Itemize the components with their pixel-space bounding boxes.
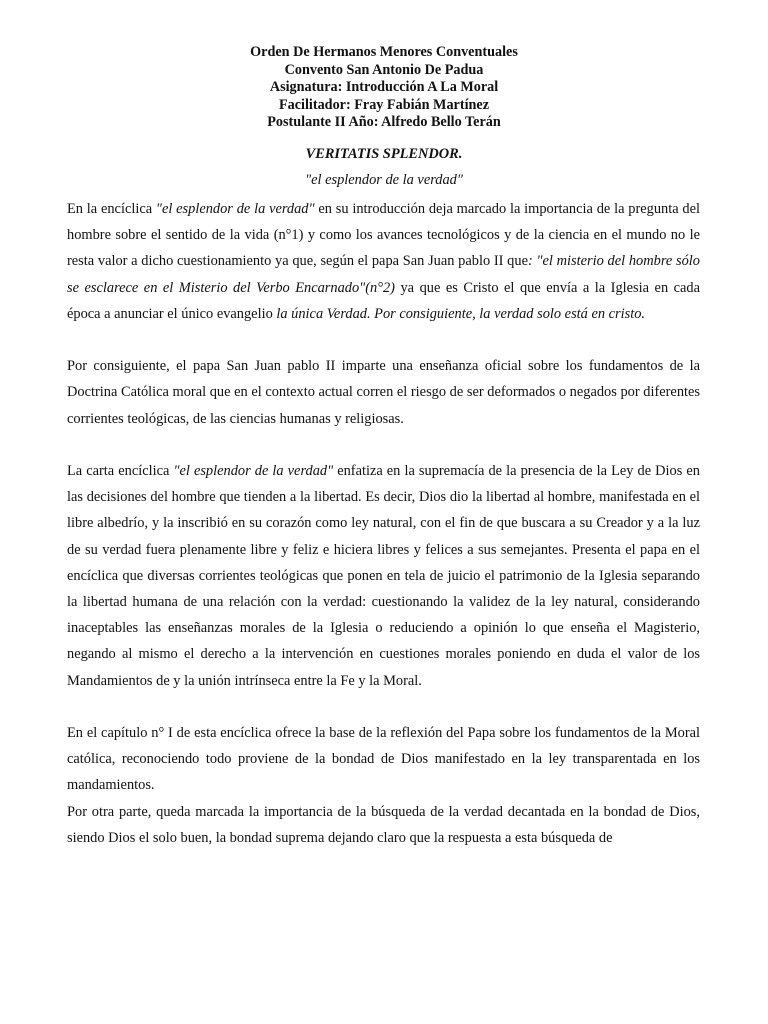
p1-text-a: En la encíclica xyxy=(67,201,156,217)
document-header xyxy=(0,44,768,132)
header-order: Orden De Hermanos Menores Conventuales xyxy=(250,44,518,60)
header-convent: Convento San Antonio De Padua xyxy=(284,61,484,78)
document-body xyxy=(67,196,700,851)
paragraph-5: Por otra parte, queda marcada la importancia de la búsqueda de la verdad decantada en la bondad de Dios, siendo Dios el solo buen, la bondad suprema dejando claro que la respuesta a esta búsqueda de xyxy=(67,803,700,846)
p1-text-e: ya que es Cristo el que envía a la Iglesia en cada época a anunciar el único evangelio xyxy=(67,279,701,322)
p1-conclusion: la única Verdad. Por consiguiente, la verdad solo está en cristo. xyxy=(276,305,646,322)
paragraph-2: Por consiguiente, el papa San Juan pablo II imparte una enseñanza oficial sobre los fundamentos de la Doctrina Católica moral que en el contexto actual corren el riesgo de ser deformados o negados por diferentes corrientes teológicas, de las ciencias humanas y religiosas. xyxy=(67,358,700,427)
p1-quote: "el esplendor de la verdad" xyxy=(155,201,315,217)
header-facilitator: Facilitador: Fray Fabián Martínez xyxy=(278,96,489,113)
header-subject: Asignatura: Introducción A La Moral xyxy=(269,79,499,96)
paragraph-4: En el capítulo n° I de esta encíclica ofrece la base de la reflexión del Papa sobre los fundamentos de la Moral católica, reconociendo todo proviene de la bondad de Dios manifestado en la ley transparentada en los mandamientos. xyxy=(67,725,700,794)
document-subtitle: "el esplendor de la verdad" xyxy=(305,172,463,188)
paragraph-3 xyxy=(67,458,700,694)
p1-citation: : "el misterio del hombre sólo se esclarece en el Misterio del Verbo Encarnado"(n°2) xyxy=(67,253,700,296)
paragraph-1 xyxy=(67,196,700,327)
header-student: Postulante II Año: Alfredo Bello Terán xyxy=(267,114,501,131)
p1-text-c: en su introducción deja marcado la importancia de la pregunta del hombre sobre el sentido de la vida (n°1) y como los avances tecnológicos y de la ciencia en el mundo no le resta valor a dicho cuestionamiento ya que, según el papa San Juan pablo II que xyxy=(67,201,700,270)
p3-quote: "el esplendor de la verdad" xyxy=(173,463,334,479)
p3-text-c: enfatiza en la supremacía de la presencia de la Ley de Dios en las decisiones del hombre que tienden a la libertad. Es decir, Dios dio la libertad al hombre, manifestada en el libre albedrío, y la inscribió en su corazón como ley natural, con el fin de que buscara a su Creador y a la luz de su verdad fuera plenamente libre y feliz e hiciera libres y felices a sus semejantes. Presenta el papa en el encíclica que diversas corrientes teológicas que ponen en tela de juicio el patrimonio de la Iglesia separando la libertad humana de una relación con la verdad: cuestionando la validez de la ley natural, considerando inaceptables las enseñanzas morales de la Iglesia o reduciendo a opinión lo que enseña el Magisterio, negando al mismo el derecho a la intervención en cuestiones morales poniendo en duda el valor de los Mandamientos de y la unión intrínseca entre la Fe y la Moral. xyxy=(67,463,700,689)
document-title: VERITATIS SPLENDOR. xyxy=(305,146,463,162)
p3-text-a: La carta encíclica xyxy=(67,463,174,479)
